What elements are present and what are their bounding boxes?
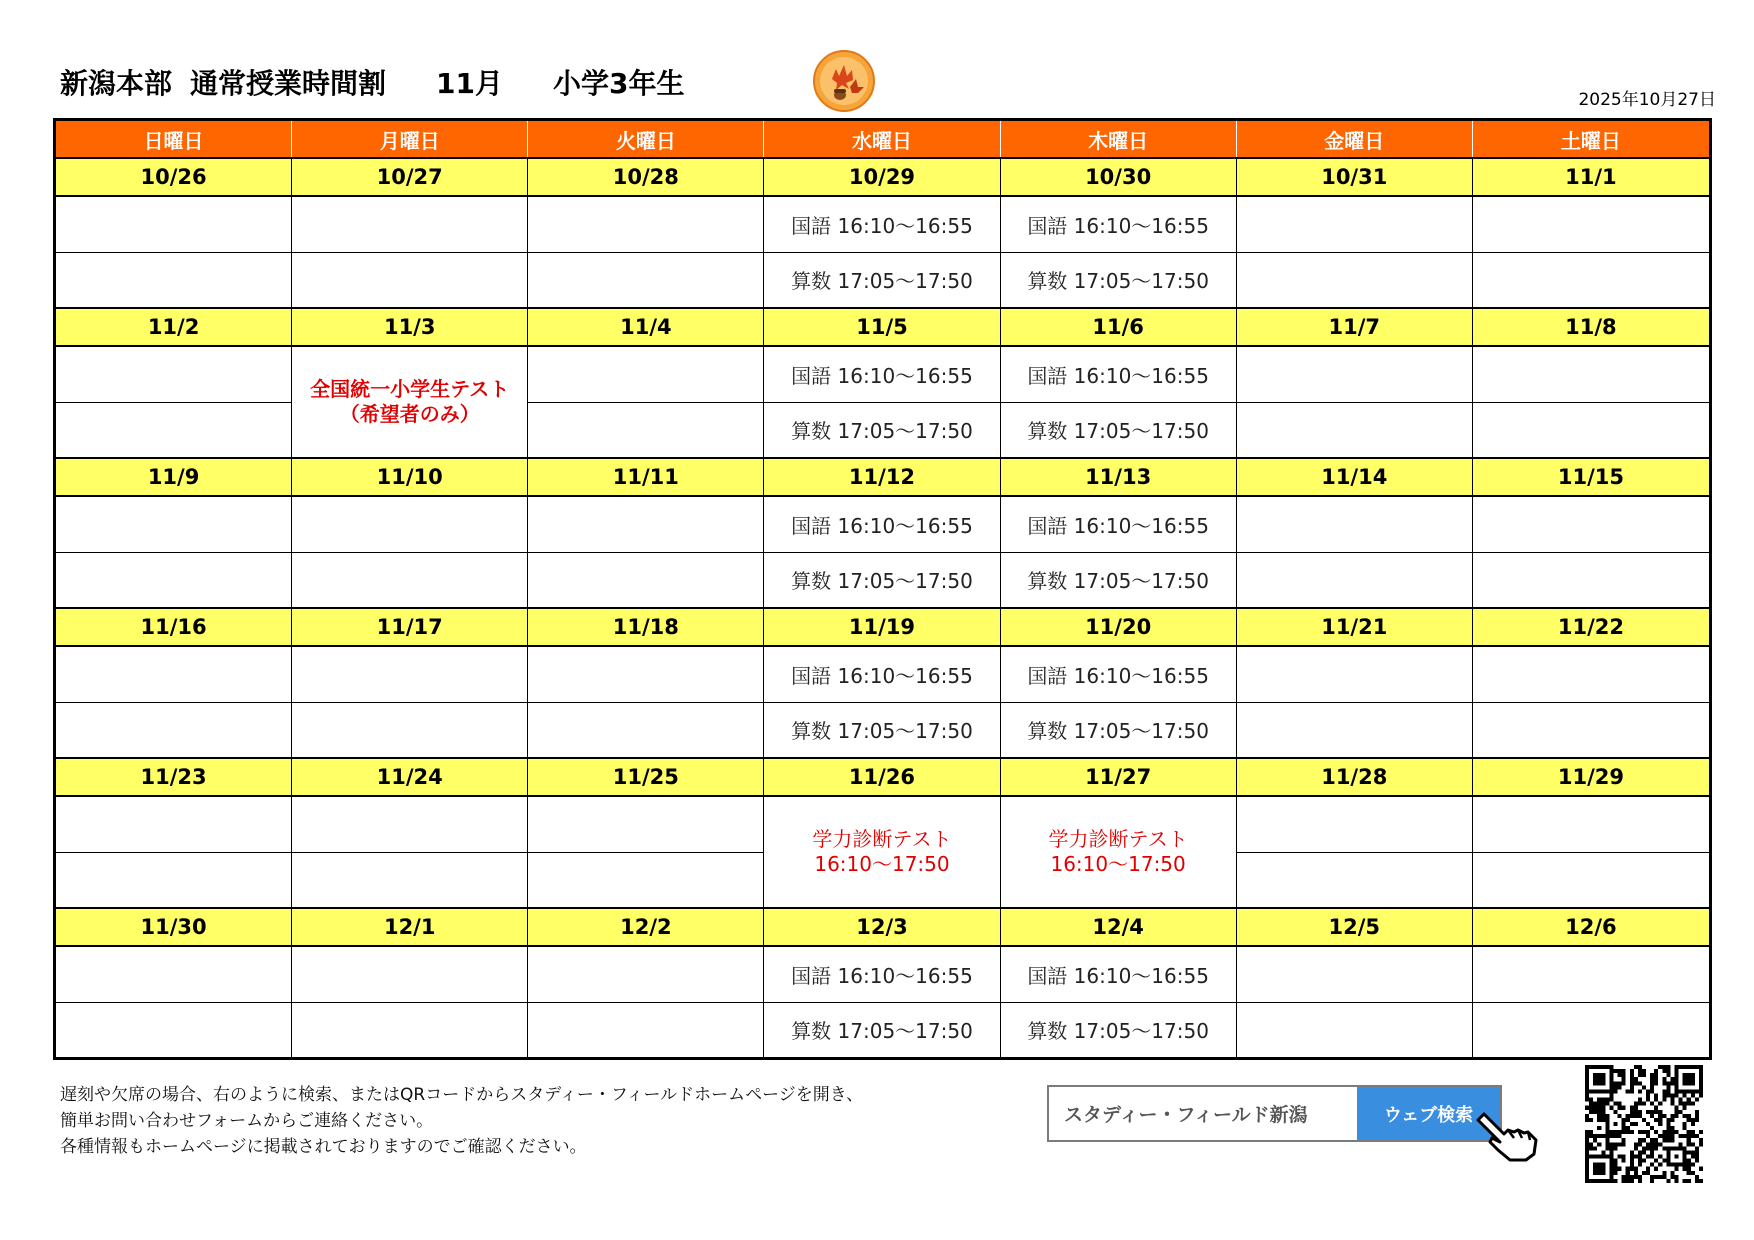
math-lesson: 算数 17:05～17:50 [1001,402,1236,458]
empty-slot [1473,197,1709,252]
day-cell-thursday [1001,347,1237,457]
date-cell-sunday: 10/26 [56,159,292,195]
empty-slot [528,797,763,852]
date-cell-monday: 11/17 [292,609,528,645]
day-cell-wednesday [764,197,1000,307]
day-cell-friday [1237,797,1473,907]
japanese-lesson: 国語 16:10～16:55 [791,963,973,988]
date-row [56,759,1709,797]
weekday-tuesday: 火曜日 [528,121,764,157]
day-cell-saturday [1473,947,1709,1057]
empty-slot [1473,402,1709,458]
weeks-container [56,159,1709,1057]
math-lesson: 算数 17:05～17:50 [1001,1002,1236,1058]
page-title [60,62,684,102]
empty-slot [56,402,291,458]
empty-slot [1473,252,1709,308]
day-cell-sunday [56,347,292,457]
lesson-row [56,347,1709,457]
footer-line: 遅刻や欠席の場合、右のように検索、またはQRコードからスタディー・フィールドホームページを開き、 [60,1085,864,1105]
japanese-lesson: 国語 16:10～16:55 [791,513,973,538]
day-cell-wednesday [764,497,1000,607]
empty-slot [1473,647,1709,702]
date-cell-thursday: 11/20 [1001,609,1237,645]
day-cell-tuesday [528,347,764,457]
event-note-line: 全国統一小学生テスト [310,377,510,401]
empty-slot [528,252,763,308]
japanese-lesson: 国語 16:10～16:55 [1027,963,1209,988]
date-cell-sunday: 11/23 [56,759,292,795]
date-cell-wednesday: 11/12 [764,459,1000,495]
empty-slot [56,702,291,758]
date-cell-friday: 11/14 [1237,459,1473,495]
schedule-name: 通常授業時間割 [190,67,387,100]
day-cell-tuesday [528,797,764,907]
event-note-line: 学力診断テスト [1048,827,1188,851]
date-cell-friday: 12/5 [1237,909,1473,945]
date-cell-friday: 10/31 [1237,159,1473,195]
autumn-leaves-icon [812,49,876,113]
lesson-row [56,497,1709,607]
date-cell-wednesday: 11/5 [764,309,1000,345]
month-label: 11月 [436,67,503,100]
math-lesson: 算数 17:05～17:50 [1001,252,1236,308]
empty-slot [1473,947,1709,1002]
empty-slot [56,552,291,608]
day-cell-sunday [56,947,292,1057]
date-row [56,309,1709,347]
empty-slot [528,947,763,1002]
week-block [56,457,1709,607]
date-cell-wednesday: 11/19 [764,609,1000,645]
empty-slot [1473,1002,1709,1058]
date-cell-tuesday: 11/25 [528,759,764,795]
math-lesson: 算数 17:05～17:50 [1001,702,1236,758]
date-cell-wednesday: 10/29 [764,159,1000,195]
date-cell-tuesday: 12/2 [528,909,764,945]
math-lesson: 算数 17:05～17:50 [764,702,999,758]
weekday-thursday: 木曜日 [1001,121,1237,157]
date-cell-wednesday: 12/3 [764,909,1000,945]
branch-name: 新潟本部 [60,67,173,100]
qr-code [1585,1065,1703,1183]
weekday-sunday: 日曜日 [56,121,292,157]
day-cell-tuesday [528,947,764,1057]
day-cell-thursday [1001,497,1237,607]
empty-slot [528,1002,763,1058]
empty-slot [292,852,527,908]
empty-slot [292,197,527,252]
date-cell-thursday: 11/27 [1001,759,1237,795]
week-block [56,907,1709,1057]
event-note-line: 16:10～17:50 [814,852,950,876]
day-cell-thursday [1001,197,1237,307]
empty-slot [1473,552,1709,608]
date-row [56,609,1709,647]
math-lesson: 算数 17:05～17:50 [764,402,999,458]
event-note-line: 学力診断テスト [812,827,952,851]
empty-slot [528,402,763,458]
day-cell-sunday [56,497,292,607]
weekday-header-row [56,121,1709,159]
lesson-row [56,197,1709,307]
day-cell-friday [1237,347,1473,457]
search-bar-illustration [1047,1085,1502,1142]
lesson-row [56,647,1709,757]
empty-slot [292,252,527,308]
day-cell-saturday [1473,197,1709,307]
date-cell-saturday: 11/29 [1557,765,1624,789]
date-cell-thursday: 11/13 [1001,459,1237,495]
day-cell-saturday [1473,797,1709,907]
empty-slot [292,947,527,1002]
date-cell-thursday: 10/30 [1001,159,1237,195]
date-cell-monday: 11/24 [292,759,528,795]
day-cell-tuesday [528,497,764,607]
empty-slot [1237,947,1472,1002]
empty-slot [1237,252,1472,308]
web-search-button: ウェブ検索 [1357,1087,1500,1140]
empty-slot [56,197,291,252]
weekday-wednesday: 水曜日 [764,121,1000,157]
day-cell-friday [1237,197,1473,307]
date-cell-monday: 11/10 [292,459,528,495]
empty-slot [292,497,527,552]
empty-slot [1473,797,1709,852]
empty-slot [292,552,527,608]
empty-slot [528,197,763,252]
empty-slot [56,947,291,1002]
day-cell-sunday [56,797,292,907]
empty-slot [528,702,763,758]
day-cell-wednesday [764,347,1000,457]
japanese-lesson: 国語 16:10～16:55 [1027,663,1209,688]
date-cell-saturday: 11/1 [1565,165,1617,189]
day-cell-monday [292,197,528,307]
empty-slot [528,497,763,552]
day-cell-friday [1237,497,1473,607]
empty-slot [1237,797,1472,852]
empty-slot [528,852,763,908]
day-cell-thursday [1001,797,1237,907]
day-cell-friday [1237,947,1473,1057]
date-cell-sunday: 11/2 [56,309,292,345]
weekday-friday: 金曜日 [1237,121,1473,157]
empty-slot [1237,497,1472,552]
empty-slot [56,852,291,908]
empty-slot [1237,702,1472,758]
weekday-saturday: 土曜日 [1560,128,1621,153]
date-cell-saturday: 12/6 [1565,915,1617,939]
date-cell-sunday: 11/30 [56,909,292,945]
day-cell-saturday [1473,347,1709,457]
day-cell-tuesday [528,197,764,307]
issue-date: 2025年10月27日 [1578,90,1716,110]
event-note [292,347,527,457]
empty-slot [292,647,527,702]
lesson-row [56,947,1709,1057]
footer-notice [60,1082,863,1160]
date-cell-saturday: 11/15 [1557,465,1624,489]
week-block [56,757,1709,907]
event-note-line: 16:10～17:50 [1050,852,1186,876]
day-cell-monday [292,647,528,757]
day-cell-monday [292,497,528,607]
empty-slot [56,497,291,552]
date-cell-wednesday: 11/26 [764,759,1000,795]
event-note [1001,797,1236,907]
empty-slot [1473,347,1709,402]
empty-slot [292,1002,527,1058]
weekday-monday: 月曜日 [292,121,528,157]
empty-slot [528,347,763,402]
date-row [56,159,1709,197]
search-input: スタディー・フィールド新潟 [1064,1104,1308,1126]
pointing-hand-icon [1474,1108,1542,1164]
japanese-lesson: 国語 16:10～16:55 [791,363,973,388]
empty-slot [1473,497,1709,552]
math-lesson: 算数 17:05～17:50 [1001,552,1236,608]
week-block [56,607,1709,757]
japanese-lesson: 国語 16:10～16:55 [1027,213,1209,238]
footer-line: 各種情報もホームページに掲載されておりますのでご確認ください。 [60,1137,587,1157]
event-note-line: （希望者のみ） [339,402,480,426]
empty-slot [56,1002,291,1058]
japanese-lesson: 国語 16:10～16:55 [1027,513,1209,538]
date-cell-thursday: 11/6 [1001,309,1237,345]
date-cell-monday: 12/1 [292,909,528,945]
day-cell-thursday [1001,947,1237,1057]
week-block [56,307,1709,457]
math-lesson: 算数 17:05～17:50 [764,552,999,608]
empty-slot [292,797,527,852]
empty-slot [56,647,291,702]
day-cell-wednesday [764,797,1000,907]
empty-slot [56,797,291,852]
empty-slot [528,647,763,702]
schedule-calendar [53,118,1712,1060]
date-cell-tuesday: 11/18 [528,609,764,645]
date-cell-sunday: 11/16 [56,609,292,645]
math-lesson: 算数 17:05～17:50 [764,252,999,308]
lesson-row [56,797,1709,907]
empty-slot [1237,647,1472,702]
empty-slot [1237,552,1472,608]
day-cell-monday [292,947,528,1057]
japanese-lesson: 国語 16:10～16:55 [791,213,973,238]
date-cell-friday: 11/28 [1237,759,1473,795]
date-cell-thursday: 12/4 [1001,909,1237,945]
day-cell-wednesday [764,647,1000,757]
day-cell-tuesday [528,647,764,757]
date-cell-friday: 11/21 [1237,609,1473,645]
empty-slot [1473,852,1709,908]
date-cell-friday: 11/7 [1237,309,1473,345]
empty-slot [292,702,527,758]
date-cell-tuesday: 10/28 [528,159,764,195]
day-cell-sunday [56,647,292,757]
footer-line: 簡単お問い合わせフォームからご連絡ください。 [60,1111,434,1131]
grade-label: 小学3年生 [553,67,685,100]
empty-slot [56,347,291,402]
date-cell-tuesday: 11/4 [528,309,764,345]
day-cell-monday [292,347,528,457]
day-cell-saturday [1473,497,1709,607]
empty-slot [56,252,291,308]
empty-slot [1237,1002,1472,1058]
week-block [56,159,1709,307]
date-cell-saturday: 11/22 [1557,615,1624,639]
empty-slot [1237,347,1472,402]
day-cell-wednesday [764,947,1000,1057]
empty-slot [1237,197,1472,252]
math-lesson: 算数 17:05～17:50 [764,1002,999,1058]
date-cell-tuesday: 11/11 [528,459,764,495]
event-note [764,797,999,907]
japanese-lesson: 国語 16:10～16:55 [1027,363,1209,388]
date-row [56,459,1709,497]
empty-slot [1473,702,1709,758]
date-cell-monday: 11/3 [292,309,528,345]
day-cell-saturday [1473,647,1709,757]
japanese-lesson: 国語 16:10～16:55 [791,663,973,688]
date-cell-sunday: 11/9 [56,459,292,495]
day-cell-monday [292,797,528,907]
empty-slot [1237,852,1472,908]
date-row [56,909,1709,947]
day-cell-thursday [1001,647,1237,757]
empty-slot [528,552,763,608]
day-cell-sunday [56,197,292,307]
empty-slot [1237,402,1472,458]
day-cell-friday [1237,647,1473,757]
date-cell-monday: 10/27 [292,159,528,195]
date-cell-saturday: 11/8 [1565,315,1617,339]
